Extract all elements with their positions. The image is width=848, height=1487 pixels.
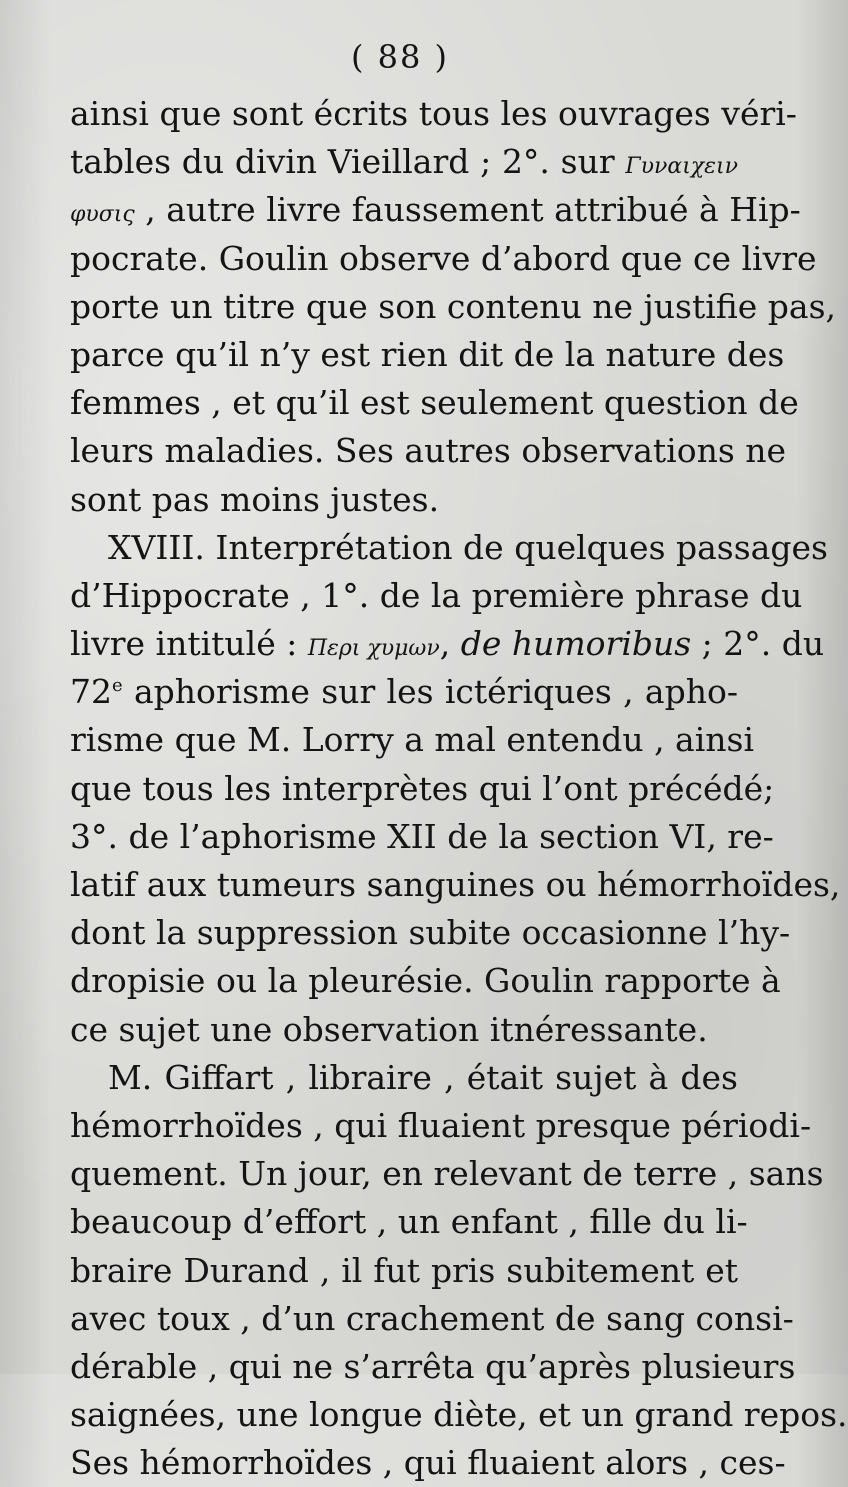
text-line (70, 909, 791, 957)
text-line (70, 1150, 824, 1198)
text-segment: dropisie ou la pleurésie. Goulin rapporte à (70, 961, 781, 1001)
text-line (70, 1391, 848, 1439)
text-line (70, 427, 787, 475)
text-line (70, 716, 755, 764)
text-line (70, 283, 837, 331)
text-line (70, 620, 825, 668)
text-segment: avec toux , d’un crachement de sang consi- (70, 1298, 794, 1338)
text-line (70, 524, 828, 572)
text-line (70, 861, 841, 909)
text-segment: M. Giffart , libraire , était sujet à des (108, 1057, 738, 1097)
text-segment: dont la suppression subite occasionne l’hy- (70, 913, 791, 953)
text-line (70, 138, 738, 186)
text-segment: Ses hémorrhoïdes , qui fluaient alors , ces- (70, 1443, 786, 1483)
text-segment: XVIII. Interprétation de quelques passages (108, 527, 828, 567)
text-line (70, 668, 738, 716)
body-text (70, 90, 848, 1487)
text-segment: latif aux tumeurs sanguines ou hémorrhoïdes, (70, 865, 841, 904)
text-segment: ce sujet une observation itnéressante. (70, 1009, 708, 1049)
text-line (70, 1006, 738, 1054)
text-segment: 3°. de l’aphorisme XII de la section VI, re- (70, 816, 774, 856)
text-line (70, 379, 799, 427)
text-segment: femmes , et qu’il est seulement question de (70, 383, 799, 423)
text-segment: risme que M. Lorry a mal entendu , ainsi (70, 720, 755, 760)
text-line (70, 813, 774, 861)
text-segment: quement. Un jour, en relevant de terre , sans (70, 1154, 824, 1194)
text-segment: hémorrhoïdes , qui fluaient presque périodi- (70, 1105, 812, 1145)
text-segment: leurs maladies. Ses autres observations ne (70, 431, 787, 471)
text-segment: parce qu’il n’y est rien dit de la nature des (70, 334, 785, 374)
page-number: ( 88 ) (350, 38, 450, 76)
text-line (70, 186, 801, 234)
text-segment: dérable , qui ne s’arrêta qu’après plusieurs (70, 1346, 796, 1386)
text-segment: ainsi que sont écrits tous les ouvrages véri- (70, 94, 797, 133)
text-segment: , autre livre faussement attribué à Hip- (134, 190, 801, 230)
text-line (70, 1439, 786, 1487)
text-line (70, 1054, 738, 1102)
text-segment: aphorisme sur les ictériques , apho- (122, 672, 738, 712)
text-line (70, 572, 803, 620)
text-segment: braire Durand , il fut pris subitement et (70, 1250, 738, 1290)
greek-word: Περι χυμων (307, 636, 440, 662)
text-segment: tables du divin Vieillard ; 2°. sur (70, 142, 626, 182)
greek-word: Γυναιχειν (625, 154, 738, 180)
text-segment: saignées, une longue diète, et un grand repos. (70, 1395, 848, 1435)
text-line (70, 1102, 812, 1150)
superscript: e (112, 675, 123, 697)
text-line (70, 1198, 748, 1246)
text-line (70, 1343, 796, 1391)
text-line (70, 476, 738, 524)
text-segment: porte un titre que son contenu ne justifie pas, (70, 286, 837, 326)
text-segment: d’Hippocrate , 1°. de la première phrase du (70, 575, 803, 615)
text-segment: livre intitulé : (70, 624, 308, 664)
text-segment: , (439, 624, 461, 664)
text-segment: que tous les interprètes qui l’ont précédé; (70, 768, 775, 808)
text-segment: pocrate. Goulin observe d’abord que ce livre (70, 238, 817, 278)
text-line (70, 1247, 738, 1295)
text-segment: ; 2°. du (691, 624, 825, 664)
text-segment: sont pas moins justes. (70, 479, 440, 519)
text-line (70, 235, 817, 283)
text-line (70, 1295, 794, 1343)
italic-text: de humoribus (460, 624, 692, 664)
greek-word: φυσις (70, 202, 135, 228)
text-segment: beaucoup d’effort , un enfant , fille du li- (70, 1202, 748, 1242)
text-line (70, 331, 785, 379)
text-segment: 72 (70, 672, 112, 712)
text-line (70, 957, 781, 1005)
text-line (70, 90, 797, 138)
text-line (70, 765, 775, 813)
